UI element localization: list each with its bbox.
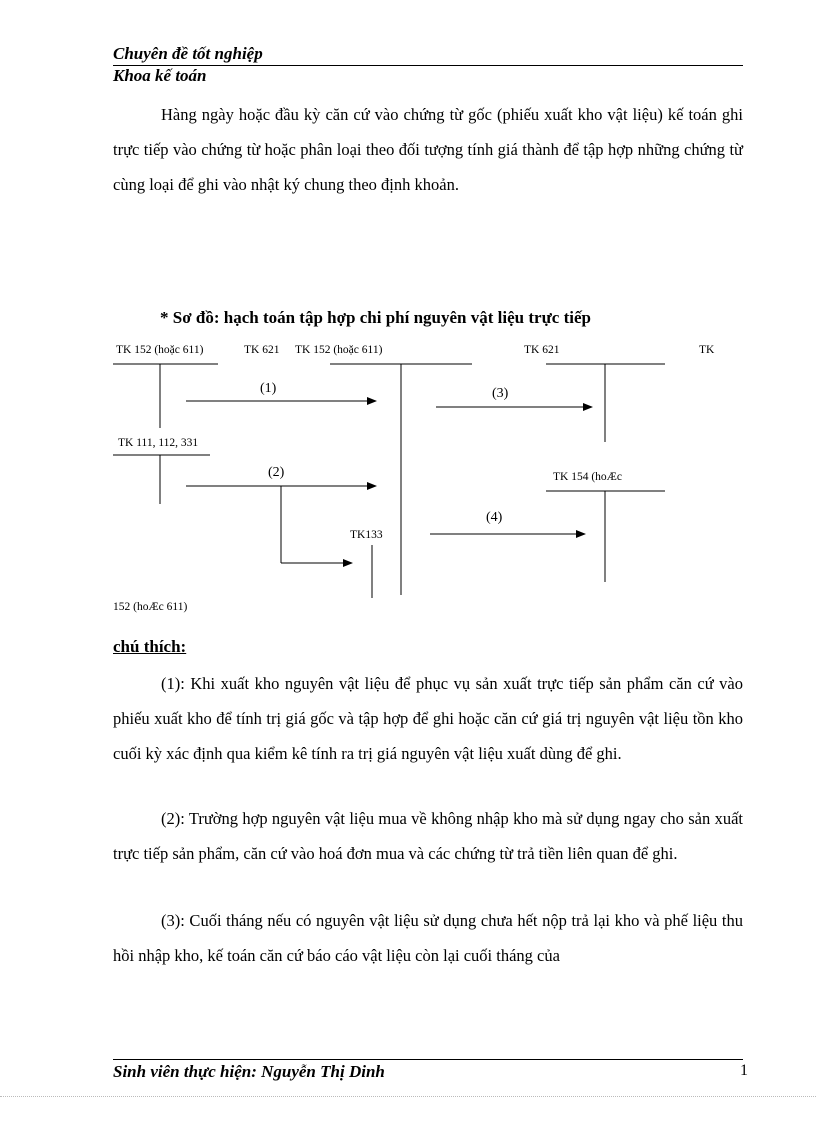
note-3: (3): Cuối tháng nếu có nguyên vật liệu sử dụng chưa hết nộp trả lại kho và phế liệu thu hồi nhập kho, kế toán căn cứ báo cáo vật liệu còn lại cuối tháng của [113,911,743,965]
footer-rule [113,1059,743,1060]
step-3-label: (3) [492,386,509,401]
step-1-label: (1) [260,381,277,396]
label-tk: TK [699,344,715,356]
label-tk621a: TK 621 [244,344,280,356]
label-tk154: TK 154 (hoÆc [553,471,622,483]
page-edge [0,1096,816,1097]
step-2-label: (2) [268,465,285,480]
intro-paragraph: Hàng ngày hoặc đầu kỳ căn cứ vào chứng từ gốc (phiếu xuất kho vật liệu) kế toán ghi trực tiếp vào chứng từ hoặc phân loại theo đối tượng tính giá thành để tập hợp những chứng từ cùng loại để ghi vào nhật ký chung theo định khoản. [113,105,743,194]
note-2: (2): Trường hợp nguyên vật liệu mua về không nhập kho mà sử dụng ngay cho sản xuất trực tiếp sản phẩm, căn cứ vào hoá đơn mua và các chứng từ trả tiền liên quan để ghi. [113,809,743,863]
page-number: 1 [740,1062,748,1079]
label-tk152c: 152 (hoÆc 611) [113,601,188,613]
label-tk111: TK 111, 112, 331 [118,437,199,449]
header-title: Chuyên đề tốt nghiệp [113,44,263,63]
label-tk152b: TK 152 (hoặc 611) [295,344,383,356]
label-tk152: TK 152 (hoặc 611) [116,344,204,356]
step-4-label: (4) [486,510,503,525]
notes-heading: chú thích: [113,637,187,656]
label-tk621b: TK 621 [524,344,560,356]
header-department: Khoa kế toán [113,66,207,85]
footer-author: Sinh viên thực hiện: Nguyễn Thị Dinh [113,1062,385,1081]
diagram-title: * Sơ đồ: hạch toán tập hợp chi phí nguyên vật liệu trực tiếp [160,308,591,327]
label-tk133: TK133 [350,529,383,541]
note-1: (1): Khi xuất kho nguyên vật liệu để phục vụ sản xuất trực tiếp sản phẩm căn cứ vào phiếu xuất kho để tính trị giá gốc và tập hợp để ghi hoặc căn cứ giá trị nguyên vật liệu tồn kho cuối kỳ xác định qua kiểm kê tính ra trị giá nguyên vật liệu xuất dùng để ghi. [113,674,743,763]
